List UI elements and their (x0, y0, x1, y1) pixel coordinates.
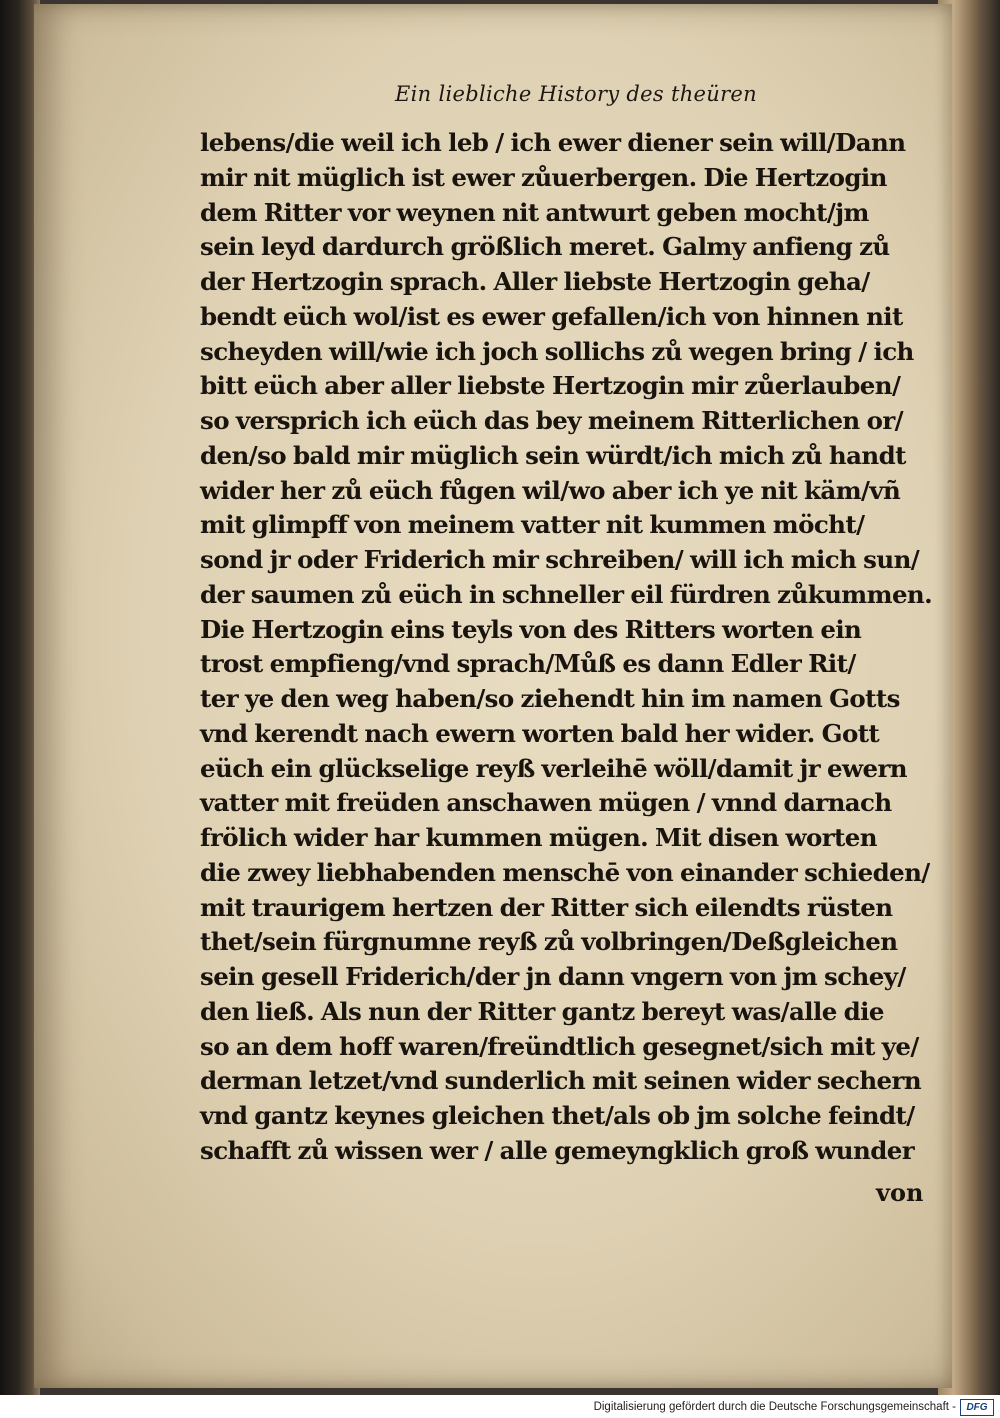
text-line: vnd gantz keynes gleichen thet/als ob jm solche feindt/ (200, 1101, 915, 1130)
text-line: mir nit müglich ist ewer zůuerbergen. Die Hertzogin (200, 162, 887, 192)
page-body (200, 126, 960, 1169)
text-line: der saumen zů eüch in schneller eil fürdren zůkummen. (200, 579, 933, 609)
text-line: Die Hertzogin eins teyls von des Ritters worten ein (200, 614, 862, 644)
dfg-logo: DFG (960, 1399, 994, 1416)
text-line: so an dem hoff waren/freündtlich gesegnet/sich mit ye/ (200, 1031, 919, 1061)
text-line: der Hertzogin sprach. Aller liebste Hertzogin geha/ (200, 267, 870, 296)
text-line: bendt eüch wol/ist es ewer gefallen/ich von hinnen nit (200, 301, 903, 331)
text-line: wider her zů eüch fůgen wil/wo aber ich ye nit käm/vñ (200, 475, 901, 505)
text-line: ter ye den weg haben/so ziehendt hin im namen Gotts (200, 684, 900, 713)
running-head: Ein liebliche History des theüren (395, 82, 757, 106)
text-line: schafft zů wissen wer / alle gemeyngklich groß wunder (200, 1135, 915, 1165)
text-line: die zwey liebhabenden menschē von einander schieden/ (200, 857, 930, 887)
footer-credit: Digitalisierung gefördert durch die Deutsche Forschungsgemeinschaft - (593, 1401, 956, 1413)
text-line: thet/sein fürgnumne reyß zů volbringen/Deßgleichen (200, 927, 898, 957)
catchword: von (876, 1178, 924, 1207)
text-line: trost empfieng/vnd sprach/Můß es dann Edler Rit/ (200, 649, 856, 679)
text-line: sond jr oder Friderich mir schreiben/ will ich mich sun/ (200, 545, 920, 574)
text-line: eüch ein glückselige reyß verleihē wöll/damit jr ewern (200, 753, 907, 783)
text-line: dem Ritter vor weynen nit antwurt geben mocht/jm (200, 197, 869, 227)
text-line: vatter mit freüden anschawen mügen / vnnd darnach (200, 788, 892, 818)
text-line: den ließ. Als nun der Ritter gantz bereyt was/alle die (200, 996, 884, 1026)
text-line: bitt eüch aber aller liebste Hertzogin mir zůerlauben/ (200, 371, 901, 401)
text-line: mit traurigem hertzen der Ritter sich eilendts rüsten (200, 892, 893, 922)
text-line: sein gesell Friderich/der jn dann vngern von jm schey/ (200, 962, 906, 991)
text-line: den/so bald mir müglich sein würdt/ich mich zů handt (200, 440, 906, 470)
text-line: so versprich ich eüch das bey meinem Ritterlichen or/ (200, 406, 903, 435)
text-line: scheyden will/wie ich joch sollichs zů wegen bring / ich (200, 336, 914, 366)
text-line: frölich wider har kummen mügen. Mit disen worten (200, 823, 877, 852)
text-line: sein leyd dardurch größlich meret. Galmy anfieng zů (200, 232, 890, 262)
text-line: derman letzet/vnd sunderlich mit seinen wider sechern (200, 1066, 922, 1096)
text-line: mit glimpff von meinem vatter nit kummen möcht/ (200, 510, 865, 540)
text-line: lebens/die weil ich leb / ich ewer diener sein will/Dann (200, 128, 906, 157)
book-edge-shadow (978, 0, 1000, 1395)
text-line: vnd kerendt nach ewern worten bald her wider. Gott (200, 718, 880, 748)
